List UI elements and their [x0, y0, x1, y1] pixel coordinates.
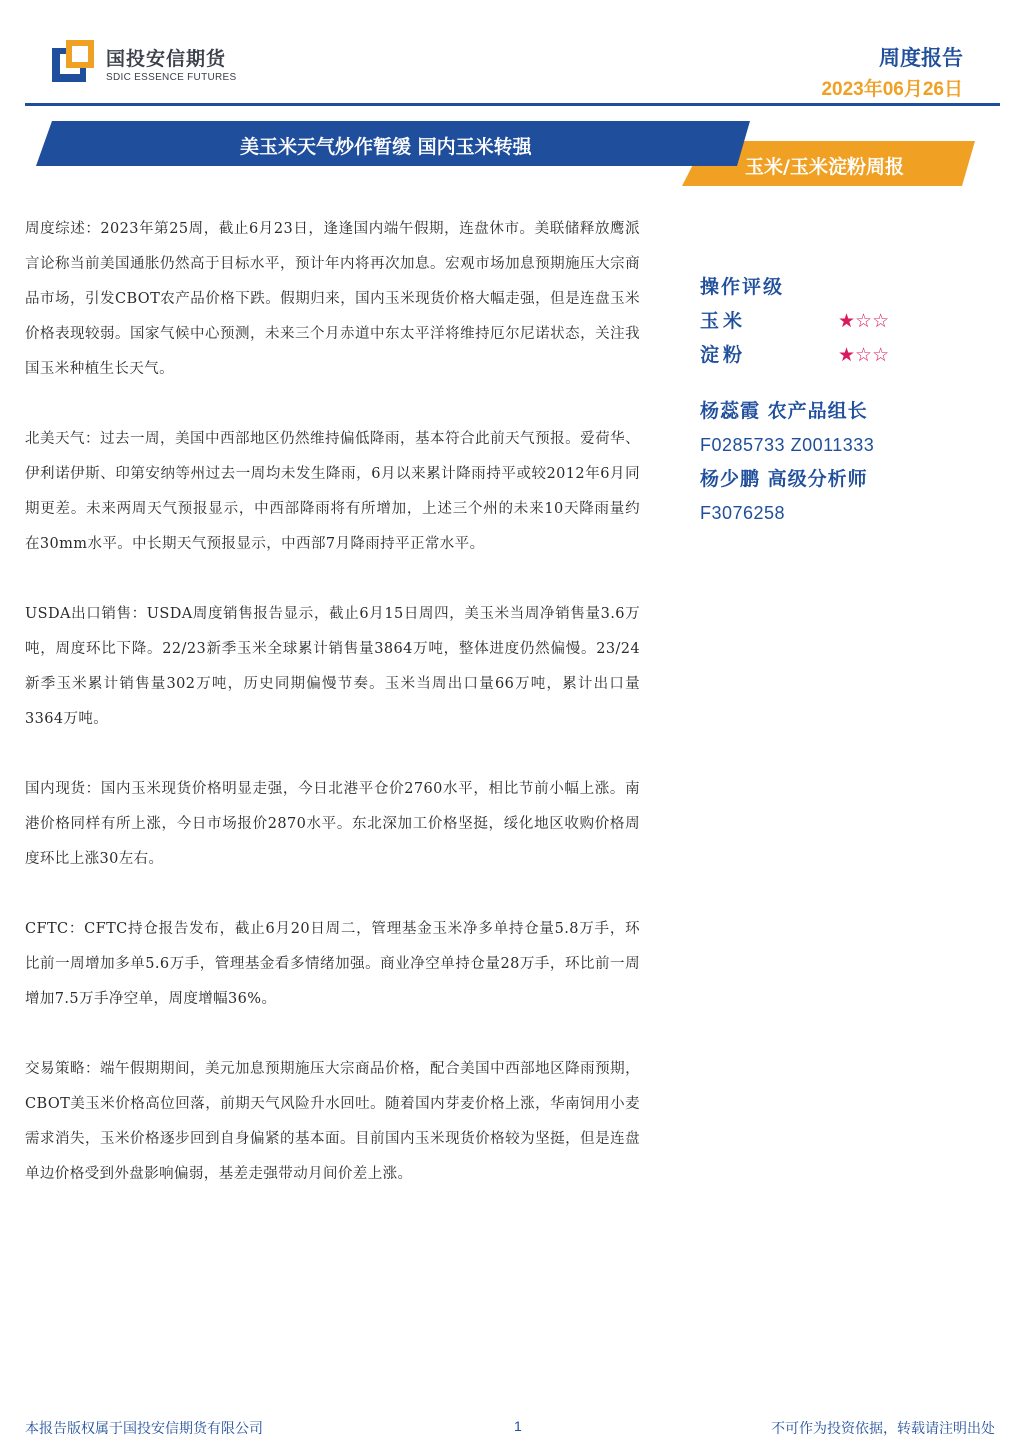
analyst-license: F0285733 Z0011333 [700, 435, 875, 455]
report-date: 2023年06月26日 [821, 79, 963, 100]
footer-copyright: 本报告版权属于国投安信期货有限公司 [25, 1421, 263, 1437]
paragraph-domestic-spot: 国内现货：国内玉米现货价格明显走强，今日北港平仓价2760水平，相比节前小幅上涨。南港价格同样有所上涨，今日市场报价2870水平。东北深加工价格坚挺，绥化地区收购价格周度环比上涨30左右。 [25, 781, 640, 867]
sidebar [700, 270, 940, 530]
report-type: 周度报告 [879, 46, 963, 70]
logo-mark-icon [52, 40, 96, 84]
company-logo [52, 40, 237, 90]
analyst-name: 杨蕊霞 农产品组长 [700, 400, 868, 422]
report-headline: 美玉米天气炒作暂缓 国内玉米转强 [240, 136, 532, 158]
paragraph-cftc: CFTC：CFTC持仓报告发布，截止6月20日周二，管理基金玉米净多单持仓量5.8万手，环比前一周增加多单5.6万手，管理基金看多情绪加强。商业净空单持仓量28万手，环比前一周增加7.5万手净空单，周度增幅36%。 [25, 921, 640, 1007]
paragraph-north-america-weather: 北美天气：过去一周，美国中西部地区仍然维持偏低降雨，基本符合此前天气预报。爱荷华、伊利诺伊斯、印第安纳等州过去一周均未发生降雨，6月以来累计降雨持平或较2012年6月同期更差。未来两周天气预报显示，中西部降雨将有所增加，上述三个州的未来10天降雨量约在30mm水平。中长期天气预报显示，中西部7月降雨持平正常水平。 [25, 431, 640, 552]
report-series-name: 玉米/玉米淀粉周报 [745, 156, 904, 178]
analyst-block [700, 394, 940, 530]
page-number: 1 [514, 1418, 522, 1434]
rating-name: 玉米 [700, 310, 747, 332]
analyst-name: 杨少鹏 高级分析师 [700, 468, 868, 490]
footer-disclaimer: 不可作为投资依据，转载请注明出处 [771, 1421, 995, 1437]
rating-row-starch [700, 338, 940, 372]
paragraph-trading-strategy: 交易策略：端午假期期间，美元加息预期施压大宗商品价格，配合美国中西部地区降雨预期，CBOT美玉米价格高位回落，前期天气风险升水回吐。随着国内芽麦价格上涨，华南饲用小麦需求消失，玉米价格逐步回到自身偏紧的基本面。目前国内玉米现货价格较为坚挺，但是连盘单边价格受到外盘影响偏弱，基差走强带动月间价差上涨。 [25, 1061, 640, 1182]
paragraph-weekly-summary: 周度综述：2023年第25周，截止6月23日，逢逢国内端午假期，连盘休市。美联储释放鹰派言论称当前美国通胀仍然高于目标水平，预计年内将再次加息。宏观市场加息预期施压大宗商品市场，引发CBOT农产品价格下跌。假期归来，国内玉米现货价格大幅走强，但是连盘玉米价格表现较弱。国家气候中心预测，未来三个月赤道中东太平洋将维持厄尔尼诺状态，关注我国玉米种植生长天气。 [25, 221, 640, 377]
rating-row-corn [700, 304, 940, 338]
analyst-license: F3076258 [700, 503, 786, 523]
report-body [25, 212, 640, 1227]
star-rating-icon: ★☆☆ [838, 310, 890, 332]
star-rating-icon: ★☆☆ [838, 344, 890, 366]
header-divider [25, 103, 1000, 106]
logo-chinese-name: 国投安信期货 [106, 48, 227, 70]
logo-english-name: SDIC ESSENCE FUTURES [106, 72, 237, 83]
paragraph-usda-export-sales: USDA出口销售：USDA周度销售报告显示，截止6月15日周四，美玉米当周净销售量3.6万吨，周度环比下降。22/23新季玉米全球累计销售量3864万吨，整体进度仍然偏慢。23/24新季玉米累计销售量302万吨，历史同期偏慢节奏。玉米当周出口量66万吨，累计出口量3364万吨。 [25, 606, 640, 727]
rating-name: 淀粉 [700, 344, 747, 366]
rating-title: 操作评级 [700, 276, 785, 298]
